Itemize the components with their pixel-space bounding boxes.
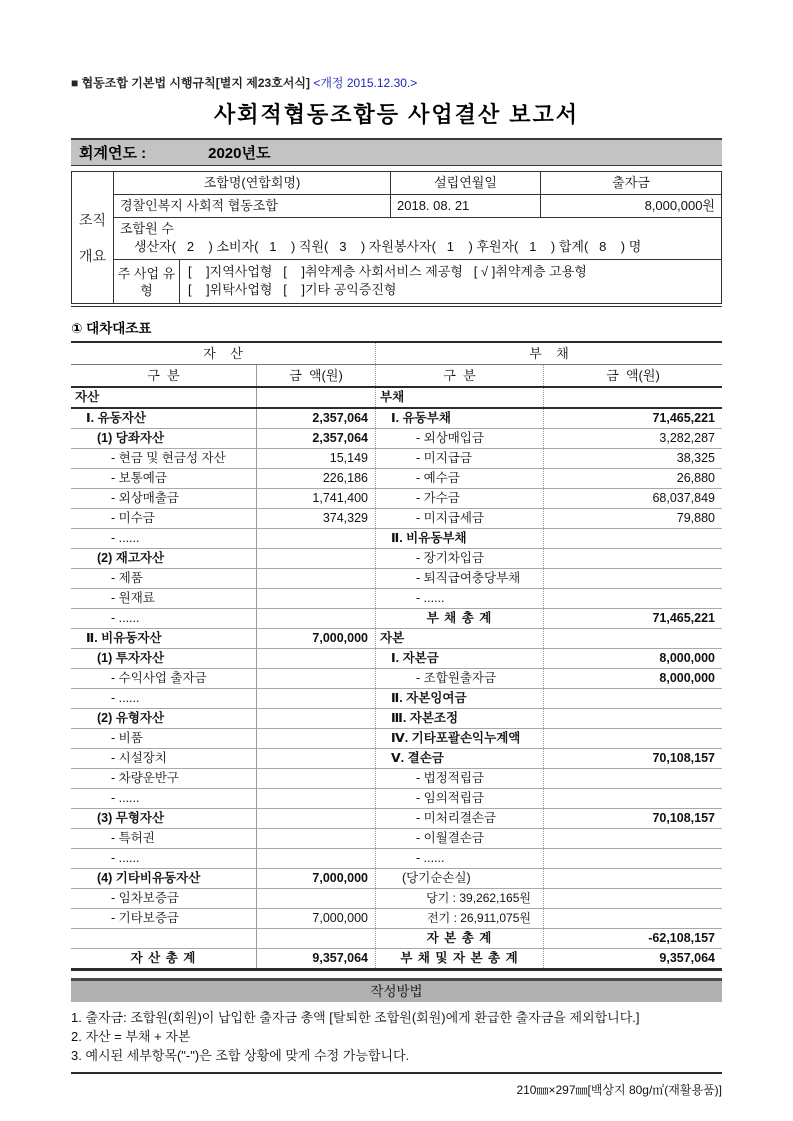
bs-amount-cell: [257, 589, 376, 608]
bs-label-cell: - ......: [71, 849, 257, 868]
org-founded-value: 2018. 08. 21: [391, 195, 541, 217]
bs-label-cell: Ⅱ. 비유동자산: [71, 629, 257, 648]
balance-sheet-column-header: [71, 365, 722, 388]
bs-label-cell: - 퇴직급여충당부채: [376, 569, 544, 588]
org-members-row: [114, 218, 721, 260]
asset-group-header: 자 산: [71, 343, 376, 364]
bs-label-cell: - ......: [376, 849, 544, 868]
bs-label-cell: - 특허권: [71, 829, 257, 848]
bs-amount-cell: [544, 549, 722, 568]
bs-amount-cell: [257, 889, 376, 908]
bs-amount-cell: 9,357,064: [659, 951, 715, 965]
bs-label-cell: - ......: [71, 529, 257, 548]
bs-amount-cell: 7,000,000: [257, 869, 376, 888]
table-row: [71, 909, 722, 929]
paper-spec-note: 210㎜×297㎜[백상지 80g/㎡(재활용품)]: [516, 1083, 722, 1097]
bs-label-cell: - 법정적립금: [376, 769, 544, 788]
instructions-list: [71, 1008, 722, 1065]
bs-amount-cell: 15,149: [257, 449, 376, 468]
org-biz-type-options-line2: [ ]위탁사업형 [ ]기타 공익증진형: [188, 282, 397, 297]
bs-label-cell: - 조합원출자금: [376, 669, 544, 688]
org-side-label: [72, 172, 114, 303]
bs-label-cell: - 외상매입금: [376, 429, 544, 448]
bs-amount-cell: [544, 829, 722, 848]
bs-label-cell: Ⅰ. 유동자산: [71, 409, 257, 428]
bs-label-cell: 전기 : 26,911,075원: [376, 909, 544, 928]
bs-amount-cell: [544, 909, 722, 928]
table-row: [71, 509, 722, 529]
fiscal-year-bar: [71, 138, 722, 166]
bs-amount-cell: [544, 569, 722, 588]
bs-amount-cell: [257, 729, 376, 748]
col-header-category-left: 구 분: [71, 365, 257, 386]
table-row: [71, 669, 722, 689]
table-row: [71, 589, 722, 609]
table-row: [71, 769, 722, 789]
balance-sheet-title: ① 대차대조표: [71, 321, 152, 336]
bs-amount-cell: [257, 809, 376, 828]
bs-label-cell: 자본: [376, 629, 544, 648]
bs-label-cell: 자 산 총 계: [71, 949, 257, 968]
org-name-value: 경찰인복지 사회적 협동조합: [114, 195, 391, 217]
table-row: [71, 809, 722, 829]
bs-amount-cell: 8,000,000: [659, 671, 715, 685]
page-title: 사회적협동조합등 사업결산 보고서: [213, 102, 579, 127]
bs-label-cell: - 외상매출금: [71, 489, 257, 508]
org-header-name: 조합명(연합회명): [114, 172, 391, 194]
bs-amount-cell: [257, 569, 376, 588]
bs-label-cell: - 시설장치: [71, 749, 257, 768]
bs-label-cell: - 비품: [71, 729, 257, 748]
bs-amount-cell: [544, 729, 722, 748]
bs-label-cell: - 현금 및 현금성 자산: [71, 449, 257, 468]
bs-amount-cell: 226,186: [257, 469, 376, 488]
bs-amount-cell: 68,037,849: [652, 491, 715, 505]
bs-amount-cell: 79,880: [676, 511, 715, 525]
bs-label-cell: - ......: [71, 789, 257, 808]
table-row: [71, 409, 722, 429]
bs-amount-cell: 2,357,064: [257, 429, 376, 448]
bs-label-cell: (4) 기타비유동자산: [71, 869, 257, 888]
bs-label-cell: - 미처리결손금: [376, 809, 544, 828]
bs-label-cell: Ⅱ. 자본잉여금: [376, 689, 544, 708]
bs-label-cell: (3) 무형자산: [71, 809, 257, 828]
table-row: [71, 949, 722, 968]
bs-amount-cell: [257, 649, 376, 668]
col-header-amount-right: 금 액(원): [606, 368, 660, 383]
form-reference-text: ■ 협동조합 기본법 시행규칙[별지 제23호서식]: [71, 76, 314, 90]
bs-amount-cell: [544, 849, 722, 868]
bs-amount-cell: 70,108,157: [652, 811, 715, 825]
bs-amount-cell: -62,108,157: [648, 931, 715, 945]
table-row: [71, 849, 722, 869]
bs-label-cell: - 예수금: [376, 469, 544, 488]
bs-amount-cell: 3,282,287: [659, 431, 715, 445]
bs-rows: [71, 388, 722, 968]
org-overview-table: [71, 171, 722, 307]
bs-amount-cell: [257, 929, 376, 948]
bs-amount-cell: [257, 709, 376, 728]
org-side-label-line1: 조직: [78, 211, 107, 228]
bs-label-cell: - 미지급세금: [376, 509, 544, 528]
bs-label-cell: Ⅱ. 비유동부채: [376, 529, 544, 548]
bs-amount-cell: [544, 388, 722, 407]
bs-label-cell: - ......: [71, 609, 257, 628]
table-row: [71, 388, 722, 409]
bs-label-cell: - 임의적립금: [376, 789, 544, 808]
bs-label-cell: Ⅰ. 자본금: [376, 649, 544, 668]
bs-label-cell: 당기 : 39,262,165원: [376, 889, 544, 908]
table-row: [71, 429, 722, 449]
bs-amount-cell: [257, 549, 376, 568]
bs-amount-cell: [544, 689, 722, 708]
bs-amount-cell: [544, 769, 722, 788]
org-value-row: [114, 195, 721, 218]
bs-amount-cell: 26,880: [676, 471, 715, 485]
bs-amount-cell: 1,741,400: [257, 489, 376, 508]
bs-label-cell: - 보통예금: [71, 469, 257, 488]
bs-label-cell: (당기순손실): [376, 869, 544, 888]
table-row: [71, 889, 722, 909]
fiscal-year-value: 2020년도: [208, 145, 271, 162]
bs-label-cell: - 미수금: [71, 509, 257, 528]
bs-amount-cell: 2,357,064: [257, 409, 376, 428]
bs-amount-cell: [544, 789, 722, 808]
bs-amount-cell: [544, 869, 722, 888]
bs-label-cell: - 장기차입금: [376, 549, 544, 568]
bs-amount-cell: [257, 769, 376, 788]
bs-amount-cell: [257, 669, 376, 688]
bs-amount-cell: 70,108,157: [652, 751, 715, 765]
bs-label-cell: (1) 당좌자산: [71, 429, 257, 448]
form-reference-note: [71, 74, 722, 91]
bottom-rule: [71, 1072, 722, 1074]
bs-label-cell: Ⅳ. 기타포괄손익누계액: [376, 729, 544, 748]
bs-amount-cell: 38,325: [676, 451, 715, 465]
table-row: [71, 449, 722, 469]
bs-amount-cell: [257, 849, 376, 868]
col-header-category-right: 구 분: [376, 365, 544, 386]
bs-label-cell: - ......: [71, 689, 257, 708]
table-row: [71, 829, 722, 849]
table-row: [71, 709, 722, 729]
bs-amount-cell: [544, 889, 722, 908]
table-row: [71, 629, 722, 649]
bs-label-cell: - 미지급금: [376, 449, 544, 468]
bs-label-cell: 부채: [376, 388, 544, 407]
bs-label-cell: - 이월결손금: [376, 829, 544, 848]
bs-label-cell: (1) 투자자산: [71, 649, 257, 668]
bs-label-cell: 부 채 및 자 본 총 계: [376, 949, 544, 968]
table-row: [71, 649, 722, 669]
bs-label-cell: (2) 재고자산: [71, 549, 257, 568]
bs-label-cell: - 임차보증금: [71, 889, 257, 908]
bs-amount-cell: 9,357,064: [257, 949, 376, 968]
bs-amount-cell: 71,465,221: [652, 411, 715, 425]
bs-amount-cell: [257, 749, 376, 768]
bs-label-cell: Ⅰ. 유동부채: [376, 409, 544, 428]
bs-amount-cell: 374,329: [257, 509, 376, 528]
org-side-label-line2: 개요: [78, 247, 107, 264]
bs-label-cell: (2) 유형자산: [71, 709, 257, 728]
instruction-item: 2. 자산 = 부채 + 자본: [71, 1029, 191, 1044]
org-members-detail: 생산자( 2 ) 소비자( 1 ) 직원( 3 ) 자원봉사자( 1 ) 후원자( 1 ) 합계( 8 ) 명: [134, 239, 642, 254]
bs-amount-cell: [257, 689, 376, 708]
bs-label-cell: - 제품: [71, 569, 257, 588]
bs-label-cell: - 원재료: [71, 589, 257, 608]
bs-label-cell: - 기타보증금: [71, 909, 257, 928]
bs-amount-cell: [544, 629, 722, 648]
org-header-capital: 출자금: [612, 175, 650, 190]
org-header-row: [114, 172, 721, 195]
org-capital-value: 8,000,000원: [644, 198, 715, 213]
bs-amount-cell: 71,465,221: [652, 611, 715, 625]
bs-amount-cell: 7,000,000: [257, 909, 376, 928]
bs-amount-cell: [257, 789, 376, 808]
table-row: [71, 549, 722, 569]
liability-group-header: 부 채: [529, 346, 569, 361]
table-row: [71, 469, 722, 489]
col-header-amount-left: 금 액(원): [257, 365, 376, 386]
org-header-founded: 설립연월일: [391, 172, 541, 194]
table-row: [71, 749, 722, 769]
table-row: [71, 489, 722, 509]
bs-amount-cell: 8,000,000: [659, 651, 715, 665]
table-row: [71, 529, 722, 549]
bs-label-cell: - 가수금: [376, 489, 544, 508]
bs-label-cell: - 수익사업 출자금: [71, 669, 257, 688]
bs-label-cell: [71, 929, 257, 948]
bs-amount-cell: [257, 529, 376, 548]
bs-label-cell: 자산: [71, 388, 257, 407]
org-members-label: 조합원 수: [120, 221, 174, 236]
balance-sheet-group-header: [71, 343, 722, 365]
table-row: [71, 569, 722, 589]
table-row: [71, 789, 722, 809]
bs-label-cell: Ⅲ. 자본조정: [376, 709, 544, 728]
bs-amount-cell: [257, 829, 376, 848]
revision-note: <개정 2015.12.30.>: [313, 76, 418, 90]
org-biz-type-label: 주 사업 유형: [114, 260, 180, 303]
bs-label-cell: - 차량운반구: [71, 769, 257, 788]
bs-amount-cell: 7,000,000: [257, 629, 376, 648]
balance-sheet-table: [71, 341, 722, 971]
instruction-item: 3. 예시된 세부항목("-")은 조합 상황에 맞게 수정 가능합니다.: [71, 1048, 410, 1063]
bs-amount-cell: [257, 388, 376, 407]
bs-label-cell: 부 채 총 계: [376, 609, 544, 628]
org-biz-type-row: [114, 260, 721, 303]
org-biz-type-options-line1: [ ]지역사업형 [ ]취약계층 사회서비스 제공형 [ √ ]취약계층 고용형: [188, 264, 587, 279]
bs-amount-cell: [544, 589, 722, 608]
table-row: [71, 729, 722, 749]
table-row: [71, 869, 722, 889]
bs-label-cell: - ......: [376, 589, 544, 608]
bs-amount-cell: [544, 529, 722, 548]
bs-label-cell: 자 본 총 계: [376, 929, 544, 948]
bs-amount-cell: [544, 709, 722, 728]
bs-amount-cell: [257, 609, 376, 628]
table-row: [71, 929, 722, 949]
bs-label-cell: Ⅴ. 결손금: [376, 749, 544, 768]
table-row: [71, 609, 722, 629]
instructions-header: 작성방법: [71, 978, 722, 1002]
instruction-item: 1. 출자금: 조합원(회원)이 납입한 출자금 총액 [탈퇴한 조합원(회원)에게 환급한 출자금을 제외합니다.]: [71, 1010, 640, 1025]
fiscal-year-label: 회계연도 :: [79, 145, 147, 162]
page: [71, 0, 722, 1098]
table-row: [71, 689, 722, 709]
